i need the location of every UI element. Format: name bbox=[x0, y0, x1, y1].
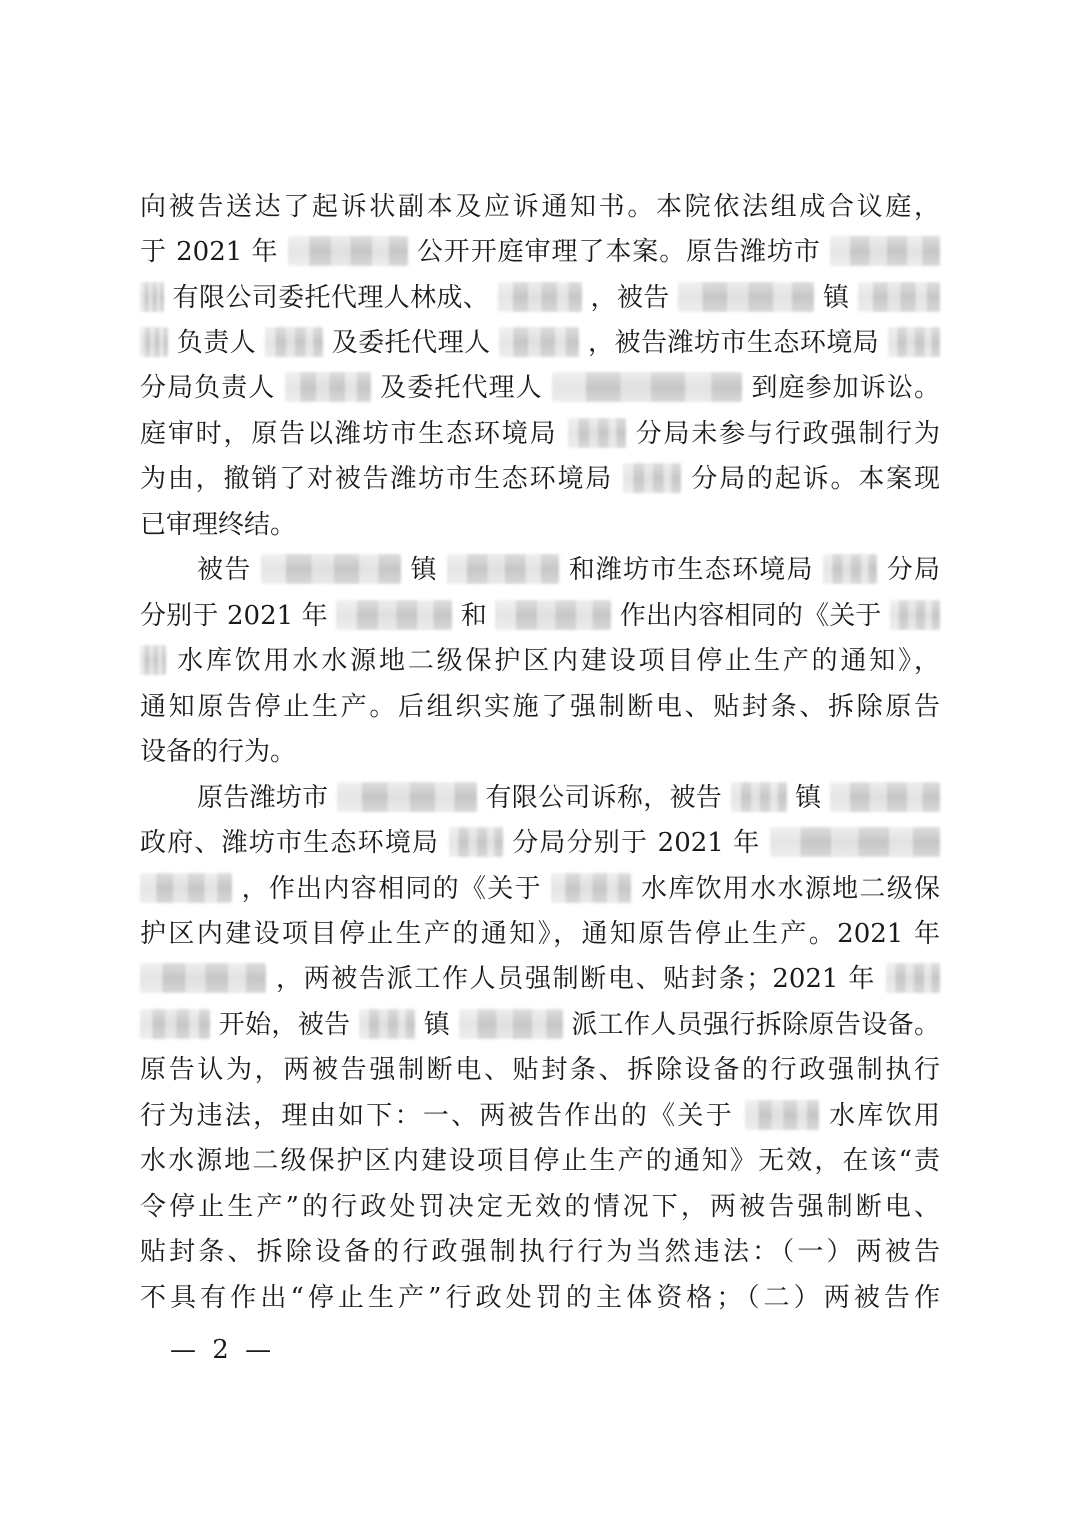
text-line: 设备的行为。 bbox=[140, 737, 297, 767]
text-line: 为由，撤销了对被告潍坊市生态环境局 分局的起诉。本案现 bbox=[140, 464, 941, 494]
redaction-blur bbox=[261, 554, 401, 584]
redaction-blur bbox=[770, 827, 940, 857]
redaction-blur bbox=[568, 418, 626, 448]
text-line: 原告潍坊市 有限公司诉称，被告 镇 bbox=[197, 775, 940, 821]
redaction-blur bbox=[285, 372, 371, 402]
text-line: 令停止生产”的行政处罚决定无效的情况下，两被告强制断电、 bbox=[140, 1192, 940, 1222]
text-line: 负责人 及委托代理人 ，被告潍坊市生态环境局 bbox=[140, 320, 940, 366]
text-line: 被告 镇 和潍坊市生态环境局 分局 bbox=[197, 555, 940, 585]
redaction-blur bbox=[359, 1009, 415, 1039]
redaction-blur bbox=[140, 873, 232, 903]
redaction-blur bbox=[823, 554, 877, 584]
redaction-blur bbox=[140, 645, 166, 675]
redaction-blur bbox=[447, 554, 559, 584]
text-line: 政府、潍坊市生态环境局 分局分别于 2021 年 bbox=[140, 820, 940, 866]
text-line: 护区内建设项目停止生产的通知》，通知原告停止生产。2021 年 bbox=[140, 919, 940, 949]
text-line: 不具有作出“停止生产”行政处罚的主体资格；（二）两被告作 bbox=[140, 1283, 940, 1313]
text-line: 水水源地二级保护区内建设项目停止生产的通知》无效，在该“责 bbox=[140, 1146, 940, 1176]
redaction-blur bbox=[830, 236, 940, 266]
redaction-blur bbox=[623, 463, 681, 493]
text-line: 开始，被告 镇 派工作人员强行拆除原告设备。 bbox=[140, 1002, 940, 1048]
text-line: ，两被告派工作人员强制断电、贴封条；2021 年 bbox=[140, 956, 940, 1002]
redaction-blur bbox=[886, 963, 940, 993]
redaction-blur bbox=[890, 600, 940, 630]
redaction-blur bbox=[288, 236, 408, 266]
text-line: ，作出内容相同的《关于 水库饮用水水源地二级保 bbox=[140, 866, 940, 912]
redaction-blur bbox=[495, 600, 611, 630]
text-line: 已审理终结。 bbox=[140, 510, 297, 540]
text-line: 水库饮用水水源地二级保护区内建设项目停止生产的通知》， bbox=[140, 638, 940, 684]
redaction-blur bbox=[551, 873, 631, 903]
redaction-blur bbox=[731, 782, 787, 812]
redaction-blur bbox=[140, 1009, 210, 1039]
text-line: 通知原告停止生产。后组织实施了强制断电、贴封条、拆除原告 bbox=[140, 692, 940, 722]
page-number: — 2 — bbox=[170, 1335, 276, 1365]
redaction-blur bbox=[498, 282, 582, 312]
redaction-blur bbox=[678, 282, 814, 312]
text-line: 有限公司委托代理人林成、 ，被告 镇 bbox=[140, 275, 940, 321]
text-line: 于 2021 年 公开开庭审理了本案。原告潍坊市 bbox=[140, 229, 940, 275]
text-line: 贴封条、拆除设备的行政强制执行行为当然违法：（一）两被告 bbox=[140, 1237, 940, 1267]
redaction-blur bbox=[858, 282, 940, 312]
redaction-blur bbox=[830, 782, 940, 812]
redaction-blur bbox=[745, 1100, 819, 1130]
redaction-blur bbox=[140, 327, 168, 357]
text-line: 向被告送达了起诉状副本及应诉通知书。本院依法组成合议庭， bbox=[140, 192, 940, 222]
redaction-blur bbox=[265, 327, 323, 357]
redaction-blur bbox=[140, 282, 164, 312]
redaction-blur bbox=[337, 782, 477, 812]
redaction-blur bbox=[449, 827, 503, 857]
redaction-blur bbox=[888, 327, 940, 357]
text-line: 分局负责人 及委托代理人 到庭参加诉讼。 bbox=[140, 373, 940, 403]
redaction-blur bbox=[140, 963, 266, 993]
redaction-blur bbox=[552, 372, 742, 402]
redaction-blur bbox=[499, 327, 579, 357]
redaction-blur bbox=[336, 600, 452, 630]
text-line: 分别于 2021 年 和 作出内容相同的《关于 bbox=[140, 593, 940, 639]
redaction-blur bbox=[459, 1009, 563, 1039]
text-line: 庭审时，原告以潍坊市生态环境局 分局未参与行政强制行为 bbox=[140, 419, 940, 449]
text-line: 原告认为，两被告强制断电、贴封条、拆除设备的行政强制执行 bbox=[140, 1055, 940, 1085]
text-line: 行为违法，理由如下：一、两被告作出的《关于 水库饮用 bbox=[140, 1101, 940, 1131]
